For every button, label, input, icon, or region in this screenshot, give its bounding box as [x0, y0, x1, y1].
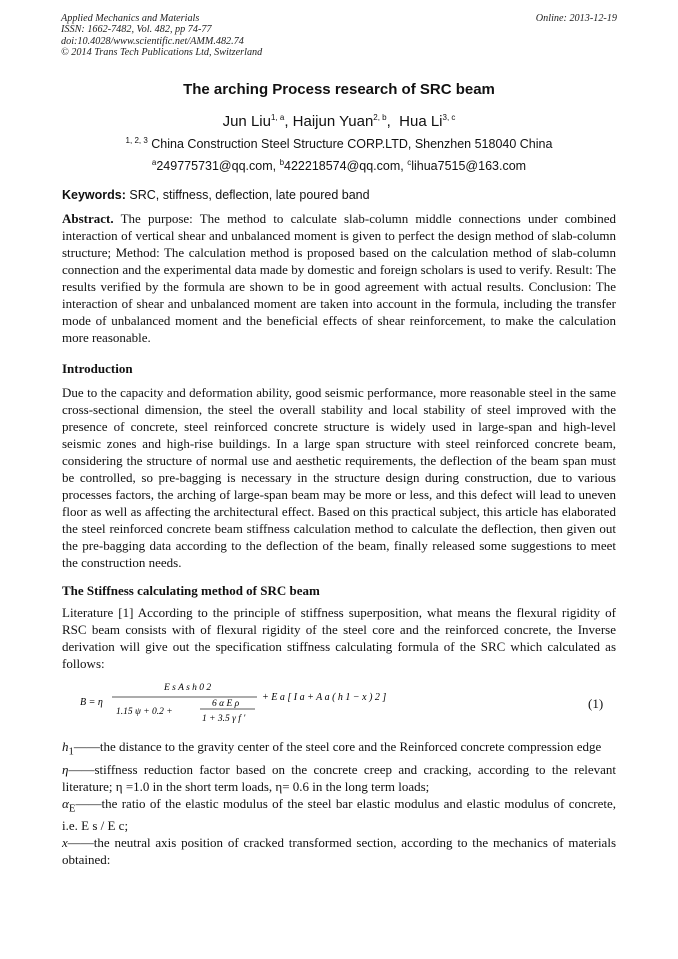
definition-symbol: h — [62, 739, 69, 754]
journal-header — [61, 13, 617, 59]
author-sup: 2, b — [373, 113, 387, 122]
definition-item — [62, 761, 616, 795]
definition-subscript: E — [68, 802, 76, 815]
doi-line: doi:10.4028/www.scientific.net/AMM.482.74 — [61, 35, 244, 47]
paper-title: The arching Process research of SRC beam — [183, 81, 495, 98]
author-name: Jun Liu — [222, 113, 271, 130]
definition-text: ——the ratio of the elastic modulus of the steel bar elastic modulus and elastic modulus of concrete, i.e. E s / E c; — [62, 795, 616, 834]
keywords — [62, 188, 616, 202]
copyright-line: © 2014 Trans Tech Publications Ltd, Switzerland — [61, 47, 263, 59]
keywords-label: Keywords: — [62, 188, 126, 202]
definition-item — [62, 795, 616, 835]
definition-subscript: 1 — [68, 745, 74, 758]
formula-inner-numerator: 6 α E ρ — [212, 699, 240, 709]
definition-text: ——the neutral axis position of cracked transformed section, according to the mechanics of materials obtained: — [62, 835, 616, 868]
definition-item — [62, 834, 616, 868]
email-sup: b — [279, 157, 285, 167]
symbol-definitions — [62, 738, 616, 868]
definition-text: ——stiffness reduction factor based on the concrete creep and cracking, according to the relevant literature; η =1.0 in the short term loads, η= 0.6 in the long term loads; — [62, 761, 616, 794]
definition-symbol: η — [62, 761, 69, 777]
affiliation-sup: 1, 2, 3 — [125, 135, 148, 145]
equation-number: (1) — [588, 696, 604, 711]
definition-text: ——the distance to the gravity center of the steel core and the Reinforced concrete compression edge — [73, 739, 602, 754]
email-link[interactable]: 422218574@qq.com — [284, 159, 401, 173]
stiffness-text: Literature [1] According to the principle of stiffness superposition, what means the flexural rigidity of RSC beam consists with of flexural rigidity of the steel core and the reinforced concrete, the Inverse derivation will give out the specification stiffness calculating formula of the SRC which calculated as follows: — [62, 605, 616, 671]
affiliation — [0, 137, 678, 151]
stiffness-formula — [62, 676, 616, 728]
email-list: $^a$249775731@qq.com, $^b$422218574@qq.com, $^c$lihua7515@163.com — [151, 157, 527, 173]
formula-denominator-a: 1.15 ψ + 0.2 + — [116, 707, 173, 717]
author-list: Jun Liu$^{1, a}$, Haijun Yuan$^{2, b}$, Hua Li$^{3, c}$ — [222, 113, 456, 130]
introduction-text: Due to the capacity and deformation ability, good seismic performance, more reasonable steel in the same cross-sectional dimension, the steel the overall stability and local stability of steel improved with the presence of concrete, steel reinforced concrete structure is widely used in large-span and high-level seismic zones and high-rise buildings. In a large span structure with steel reinforced concrete beam, considering the structure of normal use and aesthetic requirements, the deflection of the beam span must be controlled, so pre-bagging is necessary in the structure design during construction, due to various processes factors, the arching of large-span beam may be more or less, and this defect will lead to uneven floor as well as affecting the architectural effect. Based on this practical subject, this article has elaborated the steel reinforced concrete beam stiffness calculation method to calculate the deflection, then given out the pre-bagging data according to the deflection of the beam, finally released some suggestions to meet the construction needs. — [62, 385, 616, 570]
definition-item — [62, 738, 616, 761]
author-sup: 3, c — [442, 113, 456, 122]
section-heading-introduction: Introduction — [62, 361, 133, 376]
author-name: Hua Li — [399, 113, 443, 130]
keywords-text: SRC, stiffness, deflection, late poured band — [129, 188, 370, 202]
author-name: Haijun Yuan — [292, 113, 374, 130]
formula-numerator: E s A s h 0 2 — [164, 683, 212, 693]
definition-symbol: x — [62, 835, 68, 851]
email-link[interactable]: lihua7515@163.com — [411, 159, 527, 173]
formula-inner-denominator: 1 + 3.5 γ f ′ — [202, 714, 246, 724]
abstract — [62, 210, 616, 346]
email-sup: a — [151, 157, 157, 167]
email-sup: c — [407, 157, 412, 167]
formula-lhs: B = η — [80, 697, 103, 708]
abstract-text: The purpose: The method to calculate slab-column middle connections under combined interaction of vertical shear and unbalanced moment is given to perfect the design method of slab-column structure; Method: The calculation method is proposed based on the calculation method of slab-column connection and the experimental data made by domestic and foreign scholars is used to verify. Result: The results verified by the formula are shown to be in good agreement with actual results. Conclusion: The interaction of shear and unbalanced moment are taken into account in the formula, including the transfer mode of unbalanced moment and the beneficial effects of shear reinforcement, to make the calculation more reasonable. — [62, 211, 616, 345]
author-sup: 1, a — [270, 113, 285, 122]
definition-symbol: α — [62, 795, 69, 811]
online-date: Online: 2013-12-19 — [535, 13, 617, 24]
formula-rhs: + E a [ I a + A a ( h 1 − x ) 2 ] — [262, 692, 387, 703]
affiliation-text: China Construction Steel Structure CORP.LTD, Shenzhen 518040 China — [151, 137, 553, 151]
issn-line: ISSN: 1662-7482, Vol. 482, pp 74-77 — [61, 24, 212, 36]
abstract-label: Abstract. — [62, 211, 114, 226]
section-heading-stiffness: The Stiffness calculating method of SRC beam — [62, 583, 320, 598]
journal-name: Applied Mechanics and Materials — [61, 13, 200, 24]
email-link[interactable]: 249775731@qq.com — [156, 159, 273, 173]
